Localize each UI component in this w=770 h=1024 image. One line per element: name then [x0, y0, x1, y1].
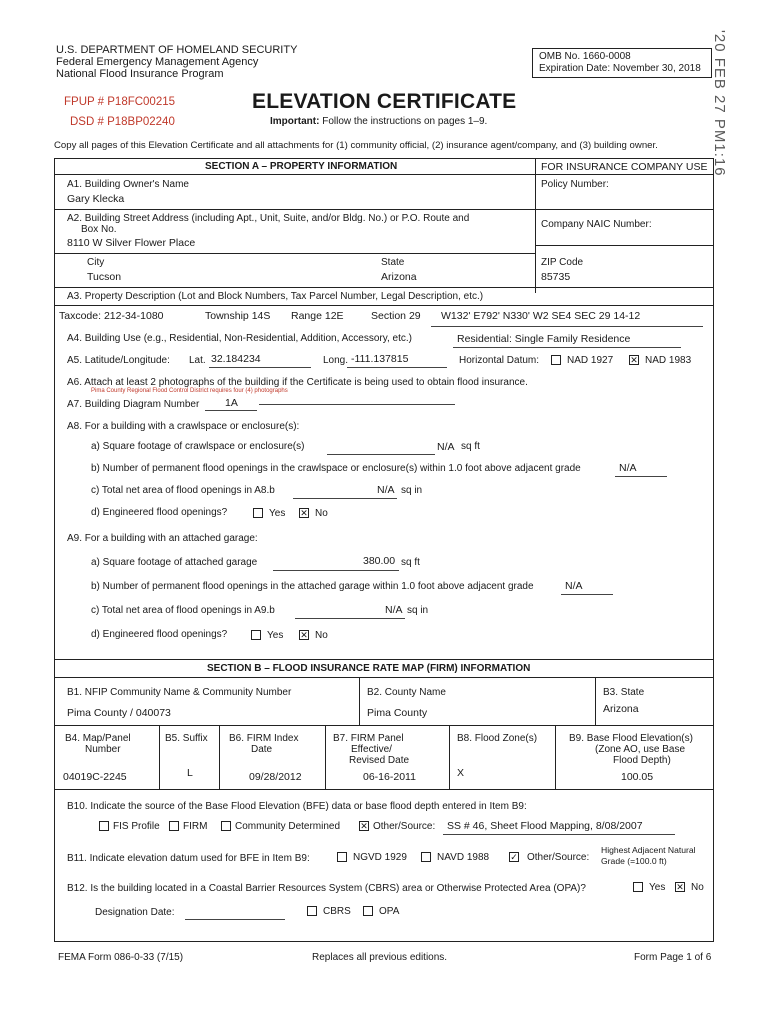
b8-label: B8. Flood Zone(s) — [457, 733, 538, 744]
b10-firm-checkbox[interactable] — [169, 821, 179, 831]
col-divider — [555, 725, 556, 789]
b10-underline — [443, 834, 675, 835]
a7-label: A7. Building Diagram Number — [67, 399, 200, 410]
opa-checkbox[interactable] — [363, 906, 373, 916]
a9d-label: d) Engineered flood openings? — [91, 629, 228, 640]
b10-community-label: Community Determined — [235, 821, 341, 832]
row-divider — [55, 305, 713, 306]
a2-street-address[interactable]: 8110 W Silver Flower Place — [67, 237, 196, 249]
b7-label-line3: Revised Date — [349, 755, 410, 766]
a8d-no-label: No — [315, 508, 328, 519]
a9b-underline — [561, 594, 613, 595]
b10-community-checkbox[interactable] — [221, 821, 231, 831]
b10-label: B10. Indicate the source of the Base Flood Elevation (BFE) data or base flood depth entered in Item B9: — [67, 801, 527, 812]
b6-label-line1: B6. FIRM Index — [229, 733, 299, 744]
b1-community[interactable]: Pima County / 040073 — [67, 707, 171, 719]
a5-long-label: Long. — [323, 355, 349, 366]
agency-name: Federal Emergency Management Agency — [56, 56, 259, 68]
a8a-value[interactable]: N/A — [437, 441, 455, 453]
section-b-heading: SECTION B – FLOOD INSURANCE RATE MAP (FIRM) INFORMATION — [207, 663, 531, 674]
a9c-unit: sq in — [407, 605, 429, 616]
b12-yes-checkbox[interactable] — [633, 882, 643, 892]
state-label: State — [381, 257, 405, 268]
a1-owner-name[interactable]: Gary Klecka — [67, 193, 125, 205]
b10-other-source[interactable]: SS # 46, Sheet Flood Mapping, 8/08/2007 — [447, 820, 643, 832]
insurance-use-heading: FOR INSURANCE COMPANY USE — [541, 161, 708, 173]
b11-other-source-line1[interactable]: Highest Adjacent Natural — [601, 845, 696, 855]
a8c-label: c) Total net area of flood openings in A8.b — [91, 485, 275, 496]
b1-label: B1. NFIP Community Name & Community Number — [67, 687, 292, 698]
a5-longitude[interactable]: -111.137815 — [351, 353, 409, 365]
city-value[interactable]: Tucson — [87, 271, 122, 283]
b4-label-line1: B4. Map/Panel — [65, 733, 131, 744]
b10-other-label: Other/Source: — [373, 821, 436, 832]
b10-fis-checkbox[interactable] — [99, 821, 109, 831]
b11-ngvd-checkbox[interactable] — [337, 852, 347, 862]
col-divider — [449, 725, 450, 789]
a8a-unit: sq ft — [461, 441, 480, 452]
b9-label-line3: Flood Depth) — [613, 755, 671, 766]
nad1927-checkbox[interactable] — [551, 355, 561, 365]
row-divider — [55, 174, 713, 175]
b10-firm-label: FIRM — [183, 821, 208, 832]
row-divider — [55, 287, 713, 288]
row-divider — [535, 245, 713, 246]
nad1983-label: NAD 1983 — [645, 355, 692, 366]
a8d-yes-label: Yes — [269, 508, 286, 519]
b6-label-line2: Date — [251, 744, 273, 755]
b11-navd-label: NAVD 1988 — [437, 852, 490, 863]
received-stamp: '20 FEB 27 PM1:16 — [711, 30, 728, 177]
a3-section[interactable]: Section 29 — [371, 310, 421, 322]
b6-firm-index-date[interactable]: 09/28/2012 — [249, 771, 302, 783]
a8c-underline — [293, 498, 397, 499]
row-divider — [55, 725, 713, 726]
a9a-label: a) Square footage of attached garage — [91, 557, 258, 568]
col-divider — [595, 677, 596, 725]
designation-date-label: Designation Date: — [95, 907, 175, 918]
insurance-divider — [535, 159, 536, 293]
b11-ngvd-label: NGVD 1929 — [353, 852, 407, 863]
b12-no-label: No — [691, 882, 704, 893]
a8d-no-checkbox[interactable]: ✕ — [300, 508, 308, 518]
b11-label: B11. Indicate elevation datum used for BFE in Item B9: — [67, 853, 310, 864]
a1-label: A1. Building Owner's Name — [67, 179, 189, 190]
b9-base-flood-elevation[interactable]: 100.05 — [621, 771, 654, 783]
a9a-value[interactable]: 380.00 — [363, 555, 396, 567]
section-a-heading: SECTION A – PROPERTY INFORMATION — [205, 161, 398, 172]
a8b-label: b) Number of permanent flood openings in the crawlspace or enclosure(s) within 1.0 foot above adjacent grade — [91, 463, 581, 474]
a9d-yes-label: Yes — [267, 630, 284, 641]
state-value[interactable]: Arizona — [381, 271, 417, 283]
a5-label: A5. Latitude/Longitude: — [67, 355, 170, 366]
b2-county[interactable]: Pima County — [367, 707, 428, 719]
important-note — [270, 116, 487, 127]
page-number: Form Page 1 of 6 — [634, 952, 712, 963]
nad1927-label: NAD 1927 — [567, 355, 614, 366]
col-divider — [325, 725, 326, 789]
a9c-value[interactable]: N/A — [385, 604, 403, 616]
section-b-top-border — [55, 659, 713, 660]
agency-header — [56, 44, 297, 80]
a9d-no-checkbox[interactable]: ✕ — [300, 630, 308, 640]
form-body — [54, 158, 714, 942]
zip-label: ZIP Code — [541, 257, 584, 268]
page-title: ELEVATION CERTIFICATE — [252, 90, 517, 113]
a2-label-line2: Box No. — [81, 224, 117, 235]
omb-number: OMB No. 1660-0008 — [539, 51, 631, 62]
a9b-value[interactable]: N/A — [565, 580, 583, 592]
a9b-label: b) Number of permanent flood openings in the attached garage within 1.0 foot above adjacent grade — [91, 581, 534, 592]
fpup-number: FPUP # P18FC00215 — [64, 96, 176, 108]
nad1983-checkbox[interactable]: ✕ — [630, 355, 638, 365]
designation-date-field[interactable] — [185, 919, 285, 920]
cbrs-label: CBRS — [323, 906, 351, 917]
a9d-no-label: No — [315, 630, 328, 641]
a4-label: A4. Building Use (e.g., Residential, Non-Residential, Addition, Accessory, etc.) — [67, 333, 412, 344]
a5-datum-label: Horizontal Datum: — [459, 355, 540, 366]
a3-taxcode[interactable]: Taxcode: 212-34-1080 — [59, 310, 164, 322]
program-name: National Flood Insurance Program — [56, 68, 224, 80]
b7-label-line2: Effective/ — [351, 744, 392, 755]
b4-label-line2: Number — [85, 744, 121, 755]
a8-label: A8. For a building with a crawlspace or enclosure(s): — [67, 421, 300, 432]
a9c-underline — [295, 618, 405, 619]
b3-label: B3. State — [603, 687, 645, 698]
b11-other-label: Other/Source: — [527, 852, 590, 863]
a9c-label: c) Total net area of flood openings in A9.b — [91, 605, 275, 616]
a4-building-use[interactable]: Residential: Single Family Residence — [457, 333, 631, 345]
zip-value[interactable]: 85735 — [541, 271, 571, 283]
omb-box — [532, 48, 712, 78]
a9a-unit: sq ft — [401, 557, 420, 568]
a5-long-underline — [347, 367, 447, 368]
a7-trailing-line — [259, 404, 455, 405]
a8d-label: d) Engineered flood openings? — [91, 507, 228, 518]
a5-latitude[interactable]: 32.184234 — [211, 353, 261, 365]
a8c-unit: sq in — [401, 485, 423, 496]
a9-label: A9. For a building with an attached garage: — [67, 533, 258, 544]
row-divider — [55, 677, 713, 678]
a3-label: A3. Property Description (Lot and Block Numbers, Tax Parcel Number, Legal Description, etc.) — [67, 291, 484, 302]
b12-yes-label: Yes — [649, 882, 666, 893]
b7-firm-panel-date[interactable]: 06-16-2011 — [363, 771, 416, 783]
b10-other-checkbox[interactable]: ✕ — [360, 821, 368, 831]
a9d-yes-checkbox[interactable] — [251, 630, 261, 640]
a3-range[interactable]: Range 12E — [291, 310, 344, 322]
a9a-underline — [273, 570, 399, 571]
copy-instructions: Copy all pages of this Elevation Certificate and all attachments for (1) community official, (2) insurance agent/company, and (3) building owner. — [54, 140, 658, 151]
b10-fis-label: FIS Profile — [113, 821, 160, 832]
b8-flood-zone[interactable]: X — [457, 767, 465, 779]
naic-label: Company NAIC Number: — [541, 219, 652, 230]
row-divider — [55, 789, 713, 790]
a8b-underline — [615, 476, 667, 477]
b5-label: B5. Suffix — [165, 733, 208, 744]
row-divider — [55, 253, 535, 254]
col-divider — [219, 725, 220, 789]
b4-map-panel[interactable]: 04019C-2245 — [63, 771, 127, 783]
a6-label: A6. Attach at least 2 photographs of the building if the Certificate is being used to obtain flood insurance. — [67, 377, 528, 388]
a8a-label: a) Square footage of crawlspace or enclosure(s) — [91, 441, 305, 452]
a3-underline — [431, 326, 703, 327]
important-label: Important: — [270, 116, 320, 127]
replaces-note: Replaces all previous editions. — [312, 952, 448, 963]
opa-label: OPA — [379, 906, 400, 917]
a8d-yes-checkbox[interactable] — [253, 508, 263, 518]
dept-name: U.S. DEPARTMENT OF HOMELAND SECURITY — [56, 44, 298, 56]
city-label: City — [87, 257, 105, 268]
a2-label-line1: A2. Building Street Address (including Apt., Unit, Suite, and/or Bldg. No.) or P.O. Route and — [67, 213, 470, 224]
b11-other-checkbox[interactable]: ✓ — [510, 852, 518, 862]
b9-label-line2: (Zone AO, use Base — [595, 744, 686, 755]
b12-no-checkbox[interactable]: ✕ — [676, 882, 684, 892]
dsd-number: DSD # P18BP02240 — [70, 116, 175, 128]
col-divider — [159, 725, 160, 789]
b7-label-line1: B7. FIRM Panel — [333, 733, 404, 744]
a3-legal-description[interactable]: W132' E792' N330' W2 SE4 SEC 29 14-12 — [441, 310, 641, 322]
b12-label: B12. Is the building located in a Coastal Barrier Resources System (CBRS) area or Otherwise Protected Area (OPA)? — [67, 883, 586, 894]
important-text: Follow the instructions on pages 1–9. — [322, 116, 488, 127]
a5-lat-underline — [209, 367, 311, 368]
cbrs-checkbox[interactable] — [307, 906, 317, 916]
a4-underline — [453, 347, 681, 348]
col-divider — [359, 677, 360, 725]
row-divider — [55, 209, 713, 210]
b11-navd-checkbox[interactable] — [421, 852, 431, 862]
form-id: FEMA Form 086-0-33 (7/15) — [58, 952, 184, 963]
policy-number-label: Policy Number: — [541, 179, 609, 190]
b9-label-line1: B9. Base Flood Elevation(s) — [569, 733, 693, 744]
a7-underline — [205, 410, 257, 411]
b2-label: B2. County Name — [367, 687, 446, 698]
a5-lat-label: Lat. — [189, 355, 206, 366]
b5-suffix[interactable]: L — [187, 767, 193, 779]
a8b-value[interactable]: N/A — [619, 462, 637, 474]
a3-township[interactable]: Township 14S — [205, 310, 271, 322]
b3-state[interactable]: Arizona — [603, 703, 639, 715]
a8c-value[interactable]: N/A — [377, 484, 395, 496]
a6-county-note: Pima County Regional Flood Control District requires four (4) photographs — [91, 388, 288, 394]
a8a-underline — [327, 454, 435, 455]
a7-diagram-number[interactable]: 1A — [225, 397, 238, 409]
b11-other-source-line2[interactable]: Grade (=100.0 ft) — [601, 856, 667, 866]
omb-expiration: Expiration Date: November 30, 2018 — [539, 63, 701, 74]
